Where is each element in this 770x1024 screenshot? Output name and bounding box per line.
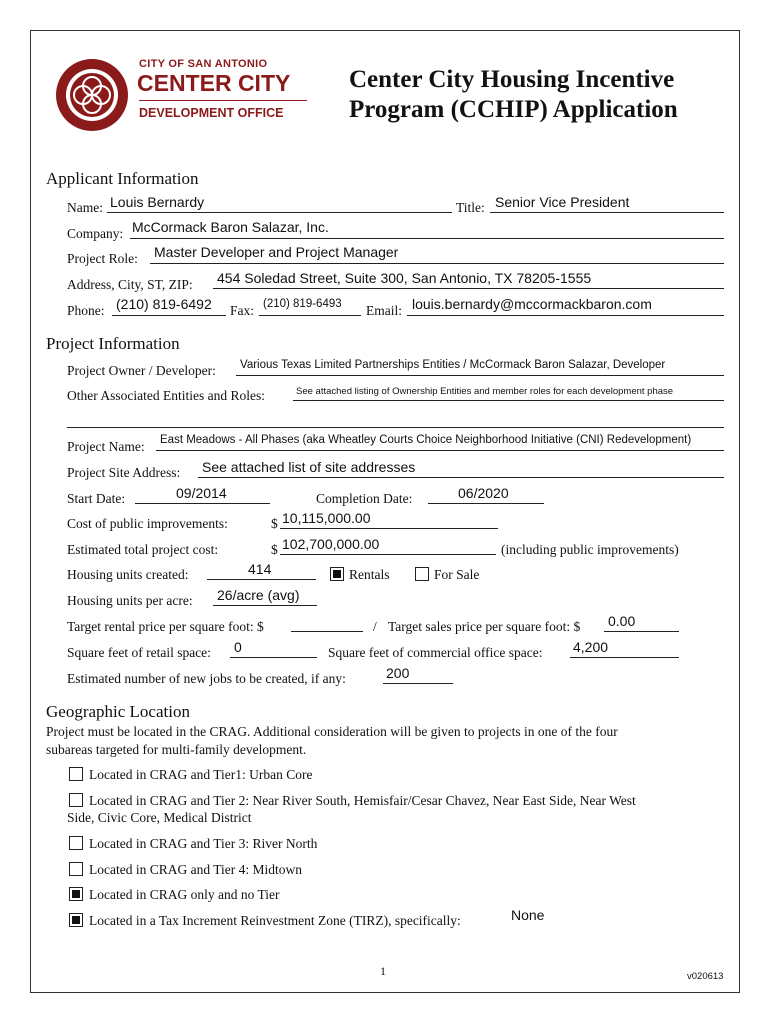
total-cost-field[interactable]: 102,700,000.00 — [282, 536, 380, 552]
geo-heading: Geographic Location — [46, 702, 190, 721]
title-field[interactable]: Senior Vice President — [495, 194, 630, 210]
applicant-heading: Applicant Information — [46, 169, 199, 188]
geo-intro-line-1: Project must be located in the CRAG. Additional consideration will be given to projects in one of the four — [46, 724, 618, 739]
site-address-label: Project Site Address: — [67, 465, 181, 480]
per-acre-field[interactable]: 26/acre (avg) — [217, 587, 300, 603]
owner-field[interactable]: Various Texas Limited Partnerships Entities / McCormack Baron Salazar, Developer — [240, 359, 666, 371]
tier3-label: Located in CRAG and Tier 3: River North — [89, 836, 318, 851]
per-acre-label: Housing units per acre: — [67, 593, 193, 608]
logo-line-2: CENTER CITY — [137, 70, 291, 96]
office-field[interactable]: 4,200 — [573, 639, 609, 655]
other-entities-label: Other Associated Entities and Roles: — [67, 388, 265, 403]
tirz-field[interactable]: None — [511, 907, 545, 923]
rental-price-label: Target rental price per square foot: $ — [67, 619, 264, 634]
role-field[interactable]: Master Developer and Project Manager — [154, 244, 399, 260]
tier2-label-line-2: Side, Civic Core, Medical District — [67, 810, 252, 825]
other-entities-field[interactable]: See attached listing of Ownership Entities and member roles for each development phase — [296, 386, 674, 397]
total-cost-dollar: $ — [271, 542, 278, 557]
address-label: Address, City, ST, ZIP: — [67, 277, 193, 292]
owner-label: Project Owner / Developer: — [67, 363, 216, 378]
email-field[interactable]: louis.bernardy@mccormackbaron.com — [412, 296, 652, 312]
forsale-label: For Sale — [434, 567, 480, 582]
fax-field[interactable]: (210) 819-6493 — [263, 298, 342, 310]
no-tier-checkbox[interactable] — [69, 887, 83, 901]
tirz-label: Located in a Tax Increment Reinvestment Zone (TIRZ), specifically: — [89, 913, 461, 928]
project-heading: Project Information — [46, 334, 180, 353]
version-code: v020613 — [687, 971, 724, 982]
tier2-checkbox[interactable] — [69, 793, 83, 807]
project-name-label: Project Name: — [67, 439, 145, 454]
office-label: Square feet of commercial office space: — [328, 645, 543, 660]
tier4-label: Located in CRAG and Tier 4: Midtown — [89, 862, 302, 877]
city-seal-icon — [50, 55, 134, 135]
retail-label: Square feet of retail space: — [67, 645, 211, 660]
public-cost-field[interactable]: 10,115,000.00 — [282, 510, 371, 526]
total-cost-note: (including public improvements) — [501, 542, 679, 557]
address-field[interactable]: 454 Soledad Street, Suite 300, San Antonio, TX 78205-1555 — [217, 270, 592, 286]
rentals-checkbox[interactable] — [330, 567, 344, 581]
total-cost-label: Estimated total project cost: — [67, 542, 219, 557]
company-field[interactable]: McCormack Baron Salazar, Inc. — [132, 219, 329, 235]
fax-label: Fax: — [230, 303, 255, 318]
title-label: Title: — [456, 200, 485, 215]
completion-date-label: Completion Date: — [316, 491, 413, 506]
retail-field[interactable]: 0 — [234, 639, 242, 655]
public-cost-label: Cost of public improvements: — [67, 516, 228, 531]
forsale-checkbox[interactable] — [415, 567, 429, 581]
page-number: 1 — [380, 964, 386, 978]
tier3-checkbox[interactable] — [69, 836, 83, 850]
name-field[interactable]: Louis Bernardy — [110, 194, 205, 210]
start-date-field[interactable]: 09/2014 — [176, 485, 227, 501]
sales-price-label: Target sales price per square foot: $ — [388, 619, 581, 634]
logo-divider — [139, 100, 307, 101]
units-label: Housing units created: — [67, 567, 189, 582]
form-title-line-2: Program (CCHIP) Application — [349, 96, 678, 123]
jobs-label: Estimated number of new jobs to be created, if any: — [67, 671, 346, 686]
tier1-label: Located in CRAG and Tier1: Urban Core — [89, 767, 313, 782]
tier2-label-line-1: Located in CRAG and Tier 2: Near River South, Hemisfair/Cesar Chavez, Near East Side, Near West — [89, 793, 636, 808]
form-title-line-1: Center City Housing Incentive — [349, 66, 675, 93]
price-divider: / — [373, 619, 377, 634]
phone-field[interactable]: (210) 819-6492 — [116, 296, 212, 312]
name-label: Name: — [67, 200, 103, 215]
no-tier-label: Located in CRAG only and no Tier — [89, 887, 280, 902]
role-label: Project Role: — [67, 251, 138, 266]
email-label: Email: — [366, 303, 402, 318]
logo-line-3: DEVELOPMENT OFFICE — [139, 106, 284, 120]
phone-label: Phone: — [67, 303, 105, 318]
logo-line-1: CITY OF SAN ANTONIO — [139, 58, 268, 70]
tirz-checkbox[interactable] — [69, 913, 83, 927]
start-date-label: Start Date: — [67, 491, 126, 506]
completion-date-field[interactable]: 06/2020 — [458, 485, 509, 501]
jobs-field[interactable]: 200 — [386, 665, 410, 681]
project-name-field[interactable]: East Meadows - All Phases (aka Wheatley Courts Choice Neighborhood Initiative (CNI) Redevelopment) — [160, 434, 692, 446]
rentals-label: Rentals — [349, 567, 390, 582]
company-label: Company: — [67, 226, 124, 241]
units-field[interactable]: 414 — [248, 561, 272, 577]
geo-intro-line-2: subareas targeted for multi-family development. — [46, 742, 307, 757]
sales-price-field[interactable]: 0.00 — [608, 613, 636, 629]
tier1-checkbox[interactable] — [69, 767, 83, 781]
public-cost-dollar: $ — [271, 516, 278, 531]
tier4-checkbox[interactable] — [69, 862, 83, 876]
site-address-field[interactable]: See attached list of site addresses — [202, 459, 416, 475]
